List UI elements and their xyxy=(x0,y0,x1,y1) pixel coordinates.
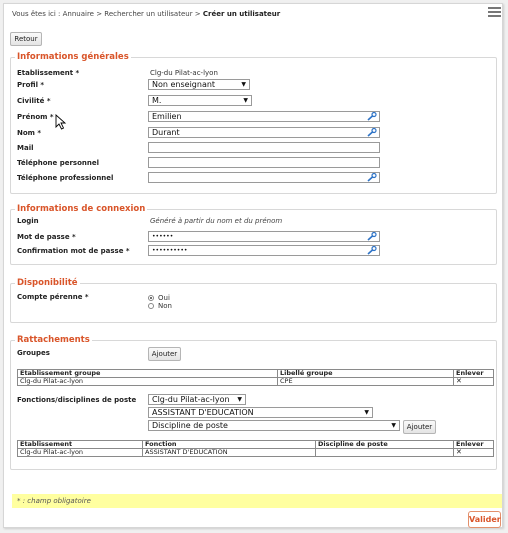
discipline-selected: Discipline de poste xyxy=(152,421,228,430)
groupes-header-enlever: Enlever xyxy=(454,370,494,378)
fonction-select[interactable] xyxy=(148,407,373,418)
discipline-cell xyxy=(316,449,454,457)
tel-pro-label: Téléphone professionnel xyxy=(17,174,114,182)
prenom-input-value: Emilien xyxy=(152,112,182,121)
wrench-icon[interactable] xyxy=(367,246,377,255)
mdp-input[interactable] xyxy=(148,231,380,242)
remove-icon[interactable]: ✕ xyxy=(454,378,494,386)
fonctions-label: Fonctions/disciplines de poste xyxy=(17,396,137,404)
fonctions-header-discipline: Discipline de poste xyxy=(316,441,454,449)
profil-select[interactable] xyxy=(148,79,250,90)
mouse-cursor-icon xyxy=(55,114,67,130)
groupes-label: Groupes xyxy=(17,349,50,357)
radio-oui[interactable] xyxy=(148,295,154,301)
general-legend: Informations générales xyxy=(17,52,129,62)
profil-selected: Non enseignant xyxy=(152,80,216,89)
profil-label: Profil * xyxy=(17,81,45,89)
login-value: Généré à partir du nom et du prénom xyxy=(150,217,283,225)
main-panel xyxy=(3,3,503,528)
mail-label: Mail xyxy=(17,144,34,152)
groupes-header-etab: Etablissement groupe xyxy=(18,370,278,378)
tel-pro-input[interactable] xyxy=(148,172,380,183)
chevron-down-icon: ▼ xyxy=(237,396,242,403)
mail-input[interactable] xyxy=(148,142,380,153)
required-note: * : champ obligatoire xyxy=(12,494,502,508)
chevron-down-icon: ▼ xyxy=(241,81,246,88)
prenom-input[interactable] xyxy=(148,111,380,122)
groupe-etab-cell: Clg-du Pilat-ac-lyon xyxy=(18,378,278,386)
wrench-icon[interactable] xyxy=(367,128,377,137)
ajouter-fonction-button[interactable]: Ajouter xyxy=(403,420,436,434)
prenom-label: Prénom * xyxy=(17,113,54,121)
compte-perenne-label: Compte pérenne * xyxy=(17,293,89,301)
nom-input-value: Durant xyxy=(152,128,180,137)
mdp-input-value: •••••• xyxy=(152,233,174,240)
groupes-table xyxy=(17,369,494,386)
mdp-label: Mot de passe * xyxy=(17,233,76,241)
groupe-libelle-cell: CPE xyxy=(278,378,454,386)
fonction-etab-selected: Clg-du Pilat-ac-lyon xyxy=(152,395,230,404)
breadcrumb xyxy=(12,10,280,18)
breadcrumb-path: Vous êtes ici : Annuaire > Rechercher un utilisateur > xyxy=(12,10,203,18)
rattachements-legend: Rattachements xyxy=(17,335,90,345)
civilite-label: Civilité * xyxy=(17,97,51,105)
confirm-input[interactable] xyxy=(148,245,380,256)
fonction-etab-select[interactable] xyxy=(148,394,246,405)
civilite-select[interactable] xyxy=(148,95,252,106)
nom-label: Nom * xyxy=(17,129,42,137)
discipline-select[interactable] xyxy=(148,420,400,431)
wrench-icon[interactable] xyxy=(367,232,377,241)
tel-perso-input[interactable] xyxy=(148,157,380,168)
fonction-cell: ASSISTANT D'EDUCATION xyxy=(143,449,316,457)
wrench-icon[interactable] xyxy=(367,112,377,121)
table-row xyxy=(18,378,494,386)
table-row xyxy=(18,449,494,457)
confirm-input-value: •••••••••• xyxy=(152,247,188,254)
radio-oui-label: Oui xyxy=(158,294,170,302)
remove-icon[interactable]: ✕ xyxy=(454,449,494,457)
menu-icon[interactable] xyxy=(488,7,501,19)
disponibilite-legend: Disponibilité xyxy=(17,278,78,288)
radio-non[interactable] xyxy=(148,303,154,309)
login-label: Login xyxy=(17,217,39,225)
valider-button[interactable]: Valider xyxy=(468,511,501,528)
fonction-selected: ASSISTANT D'EDUCATION xyxy=(152,408,254,417)
chevron-down-icon: ▼ xyxy=(391,422,396,429)
fonctions-header-enlever: Enlever xyxy=(454,441,494,449)
chevron-down-icon: ▼ xyxy=(364,409,369,416)
fonctions-header-fonction: Fonction xyxy=(143,441,316,449)
connexion-legend: Informations de connexion xyxy=(17,204,146,214)
confirm-label: Confirmation mot de passe * xyxy=(17,247,130,255)
disponibilite-section xyxy=(10,283,497,323)
wrench-icon[interactable] xyxy=(367,173,377,182)
civilite-selected: M. xyxy=(152,96,162,105)
fonctions-table xyxy=(17,440,494,457)
ajouter-groupe-button[interactable]: Ajouter xyxy=(148,347,181,361)
etablissement-value: Clg-du Pilat-ac-lyon xyxy=(150,69,218,77)
tel-perso-label: Téléphone personnel xyxy=(17,159,100,167)
radio-non-label: Non xyxy=(158,302,172,310)
breadcrumb-current: Créer un utilisateur xyxy=(202,10,281,18)
retour-button[interactable]: Retour xyxy=(10,32,42,46)
etablissement-label: Etablissement * xyxy=(17,69,80,77)
nom-input[interactable] xyxy=(148,127,380,138)
fonction-etab-cell: Clg-du Pilat-ac-lyon xyxy=(18,449,143,457)
chevron-down-icon: ▼ xyxy=(243,97,248,104)
groupes-header-libelle: Libellé groupe xyxy=(278,370,454,378)
fonctions-header-etab: Etablissement xyxy=(18,441,143,449)
